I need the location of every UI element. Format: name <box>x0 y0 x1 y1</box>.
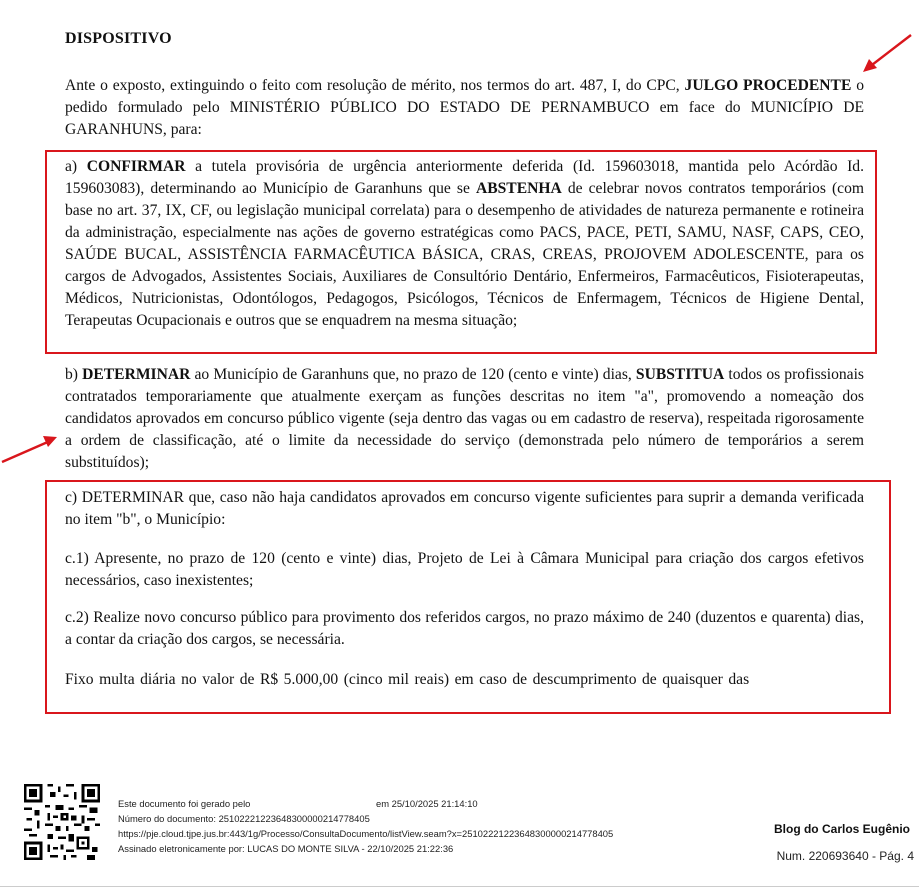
footer-doc-number: Número do documento: 25102221223648300000214778405 <box>118 813 370 824</box>
footer-generated: Este documento foi gerado pelo <box>118 798 251 809</box>
item-c1-paragraph: c.1) Apresente, no prazo de 120 (cento e vinte) dias, Projeto de Lei à Câmara Municipal para criação dos cargos efetivos necessários, caso inexistentes; <box>65 550 864 589</box>
red-arrow-left <box>0 432 62 466</box>
footer-info <box>118 796 613 856</box>
section-heading: DISPOSITIVO <box>65 30 172 47</box>
page-number: Num. 220693640 - Pág. 4 <box>776 849 914 863</box>
item-c-paragraph: c) DETERMINAR que, caso não haja candidatos aprovados em concurso vigente suficientes para suprir a demanda verificada no item "b", o Município: <box>65 489 864 528</box>
red-arrow-top <box>858 30 918 76</box>
item-a-paragraph: a) CONFIRMAR a tutela provisória de urgência anteriormente deferida (Id. 159603018, mantida pelo Acórdão Id. 159603083), determinando ao Município de Garanhuns que se ABSTENHA de celebrar novos contratos temporários (com base no art. 37, IX, CF, ou legislação municipal correlata) para o desempenho de atividades de natureza permanente e rotineira da administração, especialmente nas ações de governo estratégicas como PACS, PACE, PETI, SAMU, NASF, CAPS, CEO, SAÚDE BUCAL, ASSISTÊNCIA FARMACÊUTICA BÁSICA, CRAS, CREAS, PROJOVEM ADOLESCENTE, para os cargos de Advogados, Assistentes Sociais, Auxiliares de Consultório Dentário, Enfermeiros, Farmacêuticos, Fisioterapeutas, Médicos, Nutricionistas, Odontólogos, Pedagogos, Psicólogos, Técnicos de Enfermagem, Técnicos de Higiene Dental, Terapeutas Ocupacionais e outros que se enquadrem na mesma situação; <box>65 158 864 329</box>
intro-paragraph: Ante o exposto, extinguindo o feito com resolução de mérito, nos termos do art. 487, I, do CPC, JULGO PROCEDENTE o pedido formulado pelo MINISTÉRIO PÚBLICO DO ESTADO DE PERNAMBUCO em face do MUNICÍPIO DE GARANHUNS, para: <box>65 77 864 138</box>
blog-watermark: Blog do Carlos Eugênio <box>773 822 910 836</box>
bottom-divider <box>0 886 919 887</box>
item-b-paragraph: b) DETERMINAR ao Município de Garanhuns que, no prazo de 120 (cento e vinte) dias, SUBSTITUA todos os profissionais contratados temporariamente que atualmente exerçam as funções descritas no item "a", promovendo a nomeação dos candidatos aprovados em concurso público vigente (seja dentro das vagas ou em cadastro de reserva), respeitada rigorosamente a ordem de classificação, até o limite da necessidade do serviço (demonstrada pelo número de temporários a serem substituídos); <box>65 366 864 471</box>
item-c2-paragraph: c.2) Realize novo concurso público para provimento dos referidos cargos, no prazo máximo de 240 (duzentos e quarenta) dias, a contar da criação dos cargos, se necessária. <box>65 609 864 648</box>
footer-url[interactable]: https://pje.cloud.tjpe.jus.br:443/1g/Processo/ConsultaDocumento/listView.seam?x=25102221223648300000214778405 <box>118 828 614 839</box>
qr-code <box>24 784 100 860</box>
footer-signed: Assinado eletronicamente por: LUCAS DO MONTE SILVA - 22/10/2025 21:22:36 <box>118 843 454 854</box>
fine-paragraph: Fixo multa diária no valor de R$ 5.000,00 (cinco mil reais) em caso de descumprimento de quaisquer das <box>65 671 750 688</box>
footer-generated-date: em 25/10/2025 21:14:10 <box>376 798 478 809</box>
